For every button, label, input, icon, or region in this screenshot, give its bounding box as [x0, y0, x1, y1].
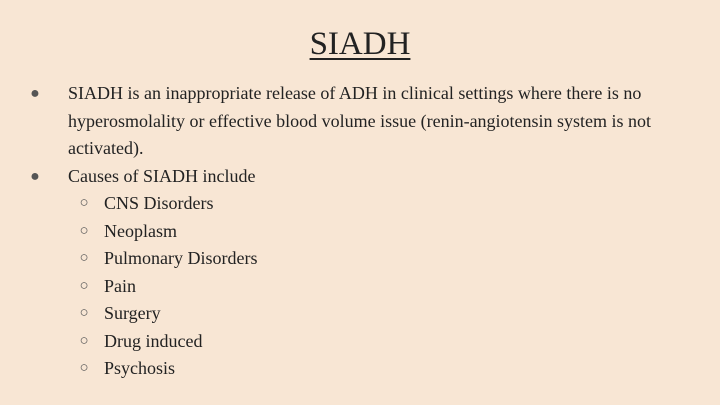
sub-bullet-text: Neoplasm: [104, 220, 177, 241]
sub-bullet-icon: ○: [79, 195, 89, 211]
bullet-icon: ●: [30, 85, 40, 102]
bullet-icon: ●: [30, 167, 40, 185]
sub-bullet-item: [0, 300, 700, 328]
sub-bullet-icon: ○: [79, 222, 89, 239]
sub-bullet-icon: ○: [79, 277, 89, 294]
sub-bullet-icon: ○: [79, 250, 89, 266]
slide-title: SIADH: [309, 26, 411, 62]
sub-bullet-icon: ○: [79, 332, 89, 349]
sub-bullet-item: [0, 218, 700, 246]
sub-bullet-item: [0, 273, 700, 301]
sub-bullet-item: [0, 245, 700, 273]
sub-bullet-text: Pulmonary Disorders: [104, 248, 258, 268]
sub-bullet-icon: ○: [79, 305, 89, 321]
sub-bullet-text: CNS Disorders: [104, 193, 214, 213]
bullet-item-definition: [0, 80, 700, 163]
bullet-text: Causes of SIADH include: [68, 165, 256, 186]
sub-bullet-text: Surgery: [104, 303, 161, 323]
bullet-text: SIADH is an inappropriate release of ADH in clinical settings where there is no hyperosmolality or effective blood volume issue (renin-angiotensin system is not activated).: [68, 83, 652, 158]
sub-bullet-item: [0, 190, 700, 218]
sub-bullet-icon: ○: [79, 360, 89, 376]
sub-bullet-text: Psychosis: [104, 358, 176, 378]
sub-bullet-text: Pain: [104, 275, 137, 296]
sub-bullet-item: [0, 355, 700, 383]
sub-bullet-text: Drug induced: [104, 330, 203, 351]
bullet-item-causes: [0, 163, 700, 191]
bullet-list: [0, 80, 700, 383]
sub-bullet-item: [0, 328, 700, 356]
